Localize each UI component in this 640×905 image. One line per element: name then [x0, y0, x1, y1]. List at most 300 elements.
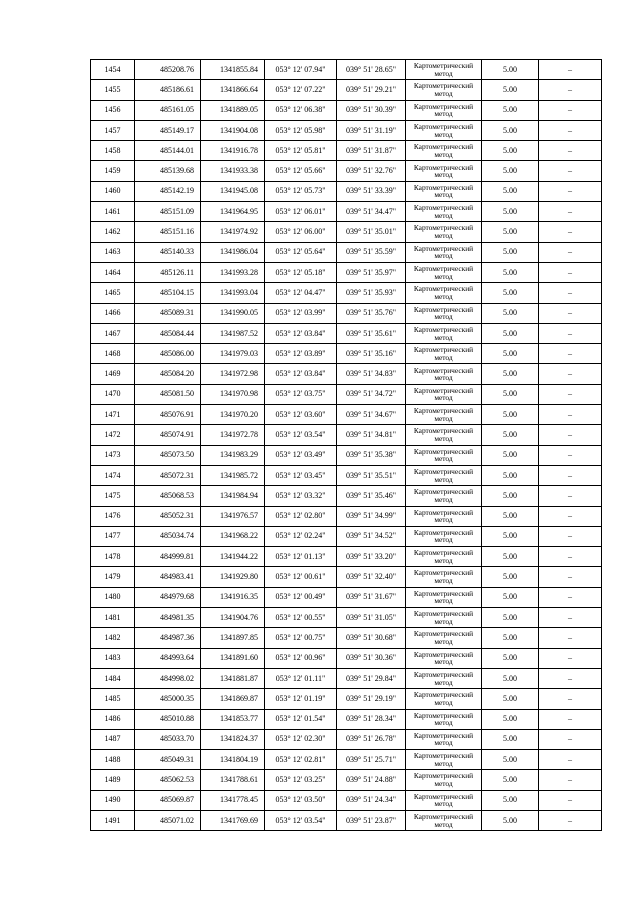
- x-coordinate-cell: 485208.76: [135, 60, 201, 80]
- method-cell: Картометрический метод: [406, 486, 482, 506]
- method-cell: Картометрический метод: [406, 100, 482, 120]
- y-coordinate-cell: 1341855.84: [201, 60, 265, 80]
- x-coordinate-cell: 485010.88: [135, 709, 201, 729]
- latitude-cell: 053° 12' 05.98": [265, 120, 337, 140]
- point-number-cell: 1463: [91, 242, 135, 262]
- point-number-cell: 1490: [91, 790, 135, 810]
- latitude-cell: 053° 12' 07.22": [265, 80, 337, 100]
- note-cell: –: [539, 790, 602, 810]
- accuracy-cell: 5.00: [482, 648, 539, 668]
- latitude-cell: 053° 12' 03.50": [265, 790, 337, 810]
- x-coordinate-cell: 484981.35: [135, 608, 201, 628]
- latitude-cell: 053° 12' 00.75": [265, 628, 337, 648]
- latitude-cell: 053° 12' 06.38": [265, 100, 337, 120]
- method-cell: Картометрический метод: [406, 770, 482, 790]
- latitude-cell: 053° 12' 03.60": [265, 405, 337, 425]
- method-cell: Картометрический метод: [406, 668, 482, 688]
- point-number-cell: 1477: [91, 526, 135, 546]
- latitude-cell: 053° 12' 02.80": [265, 506, 337, 526]
- note-cell: –: [539, 262, 602, 282]
- point-number-cell: 1489: [91, 770, 135, 790]
- latitude-cell: 053° 12' 05.66": [265, 161, 337, 181]
- note-cell: –: [539, 608, 602, 628]
- x-coordinate-cell: 485089.31: [135, 303, 201, 323]
- latitude-cell: 053° 12' 03.25": [265, 770, 337, 790]
- method-cell: Картометрический метод: [406, 80, 482, 100]
- note-cell: –: [539, 100, 602, 120]
- latitude-cell: 053° 12' 03.54": [265, 810, 337, 830]
- note-cell: –: [539, 526, 602, 546]
- point-number-cell: 1491: [91, 810, 135, 830]
- note-cell: –: [539, 506, 602, 526]
- method-cell: Картометрический метод: [406, 810, 482, 830]
- method-cell: Картометрический метод: [406, 709, 482, 729]
- point-number-cell: 1488: [91, 750, 135, 770]
- accuracy-cell: 5.00: [482, 567, 539, 587]
- accuracy-cell: 5.00: [482, 526, 539, 546]
- accuracy-cell: 5.00: [482, 222, 539, 242]
- method-cell: Картометрический метод: [406, 405, 482, 425]
- method-cell: Картометрический метод: [406, 608, 482, 628]
- x-coordinate-cell: 484987.36: [135, 628, 201, 648]
- point-number-cell: 1459: [91, 161, 135, 181]
- method-cell: Картометрический метод: [406, 181, 482, 201]
- method-cell: Картометрический метод: [406, 344, 482, 364]
- point-number-cell: 1462: [91, 222, 135, 242]
- x-coordinate-cell: 485073.50: [135, 445, 201, 465]
- table-row: [91, 608, 602, 628]
- note-cell: –: [539, 445, 602, 465]
- latitude-cell: 053° 12' 00.61": [265, 567, 337, 587]
- latitude-cell: 053° 12' 06.01": [265, 202, 337, 222]
- x-coordinate-cell: 485086.00: [135, 344, 201, 364]
- x-coordinate-cell: 485149.17: [135, 120, 201, 140]
- latitude-cell: 053° 12' 05.18": [265, 262, 337, 282]
- y-coordinate-cell: 1341904.08: [201, 120, 265, 140]
- table-row: [91, 810, 602, 830]
- x-coordinate-cell: 485151.09: [135, 202, 201, 222]
- table-row: [91, 628, 602, 648]
- longitude-cell: 039° 51' 30.39": [337, 100, 406, 120]
- table-row: [91, 790, 602, 810]
- longitude-cell: 039° 51' 34.99": [337, 506, 406, 526]
- table-row: [91, 344, 602, 364]
- y-coordinate-cell: 1341976.57: [201, 506, 265, 526]
- x-coordinate-cell: 485104.15: [135, 283, 201, 303]
- y-coordinate-cell: 1341993.04: [201, 283, 265, 303]
- y-coordinate-cell: 1341972.78: [201, 425, 265, 445]
- x-coordinate-cell: 485034.74: [135, 526, 201, 546]
- method-cell: Картометрический метод: [406, 547, 482, 567]
- longitude-cell: 039° 51' 33.39": [337, 181, 406, 201]
- x-coordinate-cell: 485144.01: [135, 141, 201, 161]
- x-coordinate-cell: 484993.64: [135, 648, 201, 668]
- y-coordinate-cell: 1341889.05: [201, 100, 265, 120]
- point-number-cell: 1461: [91, 202, 135, 222]
- note-cell: –: [539, 628, 602, 648]
- y-coordinate-cell: 1341897.85: [201, 628, 265, 648]
- accuracy-cell: 5.00: [482, 80, 539, 100]
- method-cell: Картометрический метод: [406, 303, 482, 323]
- y-coordinate-cell: 1341987.52: [201, 323, 265, 343]
- note-cell: –: [539, 384, 602, 404]
- x-coordinate-cell: 485074.91: [135, 425, 201, 445]
- note-cell: –: [539, 668, 602, 688]
- latitude-cell: 053° 12' 05.64": [265, 242, 337, 262]
- longitude-cell: 039° 51' 34.81": [337, 425, 406, 445]
- y-coordinate-cell: 1341853.77: [201, 709, 265, 729]
- accuracy-cell: 5.00: [482, 689, 539, 709]
- table-row: [91, 587, 602, 607]
- note-cell: –: [539, 810, 602, 830]
- y-coordinate-cell: 1341964.95: [201, 202, 265, 222]
- y-coordinate-cell: 1341778.45: [201, 790, 265, 810]
- latitude-cell: 053° 12' 04.47": [265, 283, 337, 303]
- point-number-cell: 1482: [91, 628, 135, 648]
- coordinates-table: [90, 59, 602, 831]
- table-row: [91, 161, 602, 181]
- x-coordinate-cell: 485076.91: [135, 405, 201, 425]
- y-coordinate-cell: 1341904.76: [201, 608, 265, 628]
- note-cell: –: [539, 729, 602, 749]
- longitude-cell: 039° 51' 34.52": [337, 526, 406, 546]
- y-coordinate-cell: 1341970.20: [201, 405, 265, 425]
- table-row: [91, 668, 602, 688]
- method-cell: Картометрический метод: [406, 587, 482, 607]
- note-cell: –: [539, 567, 602, 587]
- method-cell: Картометрический метод: [406, 262, 482, 282]
- y-coordinate-cell: 1341984.94: [201, 486, 265, 506]
- y-coordinate-cell: 1341866.64: [201, 80, 265, 100]
- table-row: [91, 100, 602, 120]
- point-number-cell: 1481: [91, 608, 135, 628]
- table-row: [91, 405, 602, 425]
- x-coordinate-cell: 485140.33: [135, 242, 201, 262]
- longitude-cell: 039° 51' 35.38": [337, 445, 406, 465]
- longitude-cell: 039° 51' 31.19": [337, 120, 406, 140]
- accuracy-cell: 5.00: [482, 262, 539, 282]
- longitude-cell: 039° 51' 23.87": [337, 810, 406, 830]
- point-number-cell: 1475: [91, 486, 135, 506]
- y-coordinate-cell: 1341824.37: [201, 729, 265, 749]
- note-cell: –: [539, 141, 602, 161]
- table-row: [91, 526, 602, 546]
- point-number-cell: 1458: [91, 141, 135, 161]
- method-cell: Картометрический метод: [406, 729, 482, 749]
- latitude-cell: 053° 12' 05.81": [265, 141, 337, 161]
- longitude-cell: 039° 51' 24.34": [337, 790, 406, 810]
- method-cell: Картометрический метод: [406, 628, 482, 648]
- accuracy-cell: 5.00: [482, 242, 539, 262]
- accuracy-cell: 5.00: [482, 344, 539, 364]
- point-number-cell: 1455: [91, 80, 135, 100]
- x-coordinate-cell: 485126.11: [135, 262, 201, 282]
- longitude-cell: 039° 51' 29.19": [337, 689, 406, 709]
- point-number-cell: 1473: [91, 445, 135, 465]
- accuracy-cell: 5.00: [482, 161, 539, 181]
- point-number-cell: 1480: [91, 587, 135, 607]
- point-number-cell: 1454: [91, 60, 135, 80]
- method-cell: Картометрический метод: [406, 161, 482, 181]
- y-coordinate-cell: 1341985.72: [201, 465, 265, 485]
- longitude-cell: 039° 51' 35.76": [337, 303, 406, 323]
- y-coordinate-cell: 1341929.80: [201, 567, 265, 587]
- y-coordinate-cell: 1341933.38: [201, 161, 265, 181]
- y-coordinate-cell: 1341769.69: [201, 810, 265, 830]
- x-coordinate-cell: 485142.19: [135, 181, 201, 201]
- y-coordinate-cell: 1341968.22: [201, 526, 265, 546]
- table-row: [91, 425, 602, 445]
- longitude-cell: 039° 51' 28.34": [337, 709, 406, 729]
- table-row: [91, 567, 602, 587]
- latitude-cell: 053° 12' 01.11": [265, 668, 337, 688]
- point-number-cell: 1468: [91, 344, 135, 364]
- longitude-cell: 039° 51' 29.84": [337, 668, 406, 688]
- latitude-cell: 053° 12' 01.13": [265, 547, 337, 567]
- accuracy-cell: 5.00: [482, 750, 539, 770]
- point-number-cell: 1472: [91, 425, 135, 445]
- method-cell: Картометрический метод: [406, 750, 482, 770]
- accuracy-cell: 5.00: [482, 384, 539, 404]
- point-number-cell: 1483: [91, 648, 135, 668]
- latitude-cell: 053° 12' 07.94": [265, 60, 337, 80]
- latitude-cell: 053° 12' 02.24": [265, 526, 337, 546]
- longitude-cell: 039° 51' 31.87": [337, 141, 406, 161]
- table-row: [91, 445, 602, 465]
- note-cell: –: [539, 465, 602, 485]
- longitude-cell: 039° 51' 30.68": [337, 628, 406, 648]
- note-cell: –: [539, 587, 602, 607]
- point-number-cell: 1479: [91, 567, 135, 587]
- longitude-cell: 039° 51' 34.83": [337, 364, 406, 384]
- accuracy-cell: 5.00: [482, 364, 539, 384]
- accuracy-cell: 5.00: [482, 445, 539, 465]
- note-cell: –: [539, 689, 602, 709]
- x-coordinate-cell: 484979.68: [135, 587, 201, 607]
- x-coordinate-cell: 484983.41: [135, 567, 201, 587]
- y-coordinate-cell: 1341944.22: [201, 547, 265, 567]
- table-row: [91, 689, 602, 709]
- method-cell: Картометрический метод: [406, 526, 482, 546]
- method-cell: Картометрический метод: [406, 567, 482, 587]
- x-coordinate-cell: 485000.35: [135, 689, 201, 709]
- point-number-cell: 1460: [91, 181, 135, 201]
- point-number-cell: 1456: [91, 100, 135, 120]
- method-cell: Картометрический метод: [406, 242, 482, 262]
- table-row: [91, 222, 602, 242]
- accuracy-cell: 5.00: [482, 668, 539, 688]
- x-coordinate-cell: 485069.87: [135, 790, 201, 810]
- x-coordinate-cell: 485049.31: [135, 750, 201, 770]
- longitude-cell: 039° 51' 32.40": [337, 567, 406, 587]
- y-coordinate-cell: 1341788.61: [201, 770, 265, 790]
- method-cell: Картометрический метод: [406, 384, 482, 404]
- y-coordinate-cell: 1341881.87: [201, 668, 265, 688]
- latitude-cell: 053° 12' 03.49": [265, 445, 337, 465]
- longitude-cell: 039° 51' 35.97": [337, 262, 406, 282]
- method-cell: Картометрический метод: [406, 790, 482, 810]
- point-number-cell: 1466: [91, 303, 135, 323]
- accuracy-cell: 5.00: [482, 486, 539, 506]
- longitude-cell: 039° 51' 31.05": [337, 608, 406, 628]
- method-cell: Картометрический метод: [406, 364, 482, 384]
- longitude-cell: 039° 51' 34.72": [337, 384, 406, 404]
- table-row: [91, 465, 602, 485]
- accuracy-cell: 5.00: [482, 425, 539, 445]
- x-coordinate-cell: 484998.02: [135, 668, 201, 688]
- x-coordinate-cell: 485139.68: [135, 161, 201, 181]
- note-cell: –: [539, 364, 602, 384]
- x-coordinate-cell: 485033.70: [135, 729, 201, 749]
- longitude-cell: 039° 51' 24.88": [337, 770, 406, 790]
- x-coordinate-cell: 485072.31: [135, 465, 201, 485]
- method-cell: Картометрический метод: [406, 465, 482, 485]
- longitude-cell: 039° 51' 35.93": [337, 283, 406, 303]
- point-number-cell: 1464: [91, 262, 135, 282]
- method-cell: Картометрический метод: [406, 445, 482, 465]
- y-coordinate-cell: 1341993.28: [201, 262, 265, 282]
- y-coordinate-cell: 1341891.60: [201, 648, 265, 668]
- accuracy-cell: 5.00: [482, 628, 539, 648]
- x-coordinate-cell: 485084.44: [135, 323, 201, 343]
- point-number-cell: 1485: [91, 689, 135, 709]
- latitude-cell: 053° 12' 02.81": [265, 750, 337, 770]
- table-row: [91, 770, 602, 790]
- longitude-cell: 039° 51' 31.67": [337, 587, 406, 607]
- longitude-cell: 039° 51' 30.36": [337, 648, 406, 668]
- x-coordinate-cell: 485052.31: [135, 506, 201, 526]
- accuracy-cell: 5.00: [482, 810, 539, 830]
- longitude-cell: 039° 51' 35.01": [337, 222, 406, 242]
- method-cell: Картометрический метод: [406, 648, 482, 668]
- latitude-cell: 053° 12' 00.96": [265, 648, 337, 668]
- point-number-cell: 1487: [91, 729, 135, 749]
- accuracy-cell: 5.00: [482, 506, 539, 526]
- x-coordinate-cell: 485186.61: [135, 80, 201, 100]
- table-row: [91, 181, 602, 201]
- note-cell: –: [539, 60, 602, 80]
- table-row: [91, 303, 602, 323]
- latitude-cell: 053° 12' 00.55": [265, 608, 337, 628]
- point-number-cell: 1469: [91, 364, 135, 384]
- table-row: [91, 364, 602, 384]
- note-cell: –: [539, 547, 602, 567]
- longitude-cell: 039° 51' 33.20": [337, 547, 406, 567]
- note-cell: –: [539, 242, 602, 262]
- latitude-cell: 053° 12' 03.54": [265, 425, 337, 445]
- x-coordinate-cell: 485081.50: [135, 384, 201, 404]
- method-cell: Картометрический метод: [406, 283, 482, 303]
- note-cell: –: [539, 750, 602, 770]
- table-row: [91, 141, 602, 161]
- y-coordinate-cell: 1341979.03: [201, 344, 265, 364]
- method-cell: Картометрический метод: [406, 222, 482, 242]
- table-row: [91, 60, 602, 80]
- table-row: [91, 242, 602, 262]
- method-cell: Картометрический метод: [406, 60, 482, 80]
- table-row: [91, 80, 602, 100]
- y-coordinate-cell: 1341804.19: [201, 750, 265, 770]
- latitude-cell: 053° 12' 03.32": [265, 486, 337, 506]
- note-cell: –: [539, 486, 602, 506]
- point-number-cell: 1471: [91, 405, 135, 425]
- accuracy-cell: 5.00: [482, 729, 539, 749]
- longitude-cell: 039° 51' 34.47": [337, 202, 406, 222]
- latitude-cell: 053° 12' 02.30": [265, 729, 337, 749]
- note-cell: –: [539, 120, 602, 140]
- x-coordinate-cell: 484999.81: [135, 547, 201, 567]
- longitude-cell: 039° 51' 28.65": [337, 60, 406, 80]
- x-coordinate-cell: 485062.53: [135, 770, 201, 790]
- note-cell: –: [539, 425, 602, 445]
- x-coordinate-cell: 485071.02: [135, 810, 201, 830]
- y-coordinate-cell: 1341974.92: [201, 222, 265, 242]
- table-row: [91, 709, 602, 729]
- point-number-cell: 1467: [91, 323, 135, 343]
- longitude-cell: 039° 51' 35.16": [337, 344, 406, 364]
- x-coordinate-cell: 485068.53: [135, 486, 201, 506]
- latitude-cell: 053° 12' 03.75": [265, 384, 337, 404]
- note-cell: –: [539, 344, 602, 364]
- point-number-cell: 1484: [91, 668, 135, 688]
- method-cell: Картометрический метод: [406, 506, 482, 526]
- point-number-cell: 1465: [91, 283, 135, 303]
- note-cell: –: [539, 405, 602, 425]
- accuracy-cell: 5.00: [482, 100, 539, 120]
- y-coordinate-cell: 1341916.35: [201, 587, 265, 607]
- accuracy-cell: 5.00: [482, 202, 539, 222]
- accuracy-cell: 5.00: [482, 405, 539, 425]
- y-coordinate-cell: 1341916.78: [201, 141, 265, 161]
- accuracy-cell: 5.00: [482, 283, 539, 303]
- method-cell: Картометрический метод: [406, 689, 482, 709]
- longitude-cell: 039° 51' 35.51": [337, 465, 406, 485]
- latitude-cell: 053° 12' 03.84": [265, 323, 337, 343]
- method-cell: Картометрический метод: [406, 120, 482, 140]
- point-number-cell: 1486: [91, 709, 135, 729]
- table-row: [91, 283, 602, 303]
- note-cell: –: [539, 222, 602, 242]
- note-cell: –: [539, 648, 602, 668]
- table-row: [91, 729, 602, 749]
- note-cell: –: [539, 283, 602, 303]
- note-cell: –: [539, 181, 602, 201]
- longitude-cell: 039° 51' 32.76": [337, 161, 406, 181]
- table-row: [91, 547, 602, 567]
- note-cell: –: [539, 202, 602, 222]
- table-row: [91, 750, 602, 770]
- accuracy-cell: 5.00: [482, 141, 539, 161]
- longitude-cell: 039° 51' 35.61": [337, 323, 406, 343]
- note-cell: –: [539, 323, 602, 343]
- latitude-cell: 053° 12' 03.45": [265, 465, 337, 485]
- longitude-cell: 039° 51' 26.78": [337, 729, 406, 749]
- accuracy-cell: 5.00: [482, 770, 539, 790]
- table-row: [91, 262, 602, 282]
- note-cell: –: [539, 161, 602, 181]
- longitude-cell: 039° 51' 35.46": [337, 486, 406, 506]
- x-coordinate-cell: 485161.05: [135, 100, 201, 120]
- accuracy-cell: 5.00: [482, 709, 539, 729]
- accuracy-cell: 5.00: [482, 790, 539, 810]
- y-coordinate-cell: 1341945.08: [201, 181, 265, 201]
- accuracy-cell: 5.00: [482, 608, 539, 628]
- note-cell: –: [539, 709, 602, 729]
- method-cell: Картометрический метод: [406, 425, 482, 445]
- x-coordinate-cell: 485084.20: [135, 364, 201, 384]
- longitude-cell: 039° 51' 25.71": [337, 750, 406, 770]
- latitude-cell: 053° 12' 03.99": [265, 303, 337, 323]
